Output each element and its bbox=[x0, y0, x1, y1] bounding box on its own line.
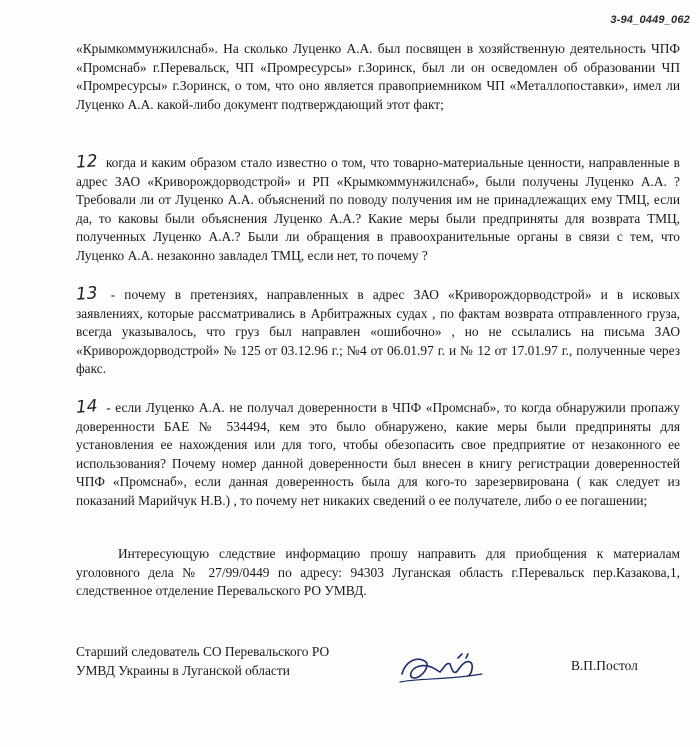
closing-request: Интересующую следствие информацию прошу направить для приобщения к материалам уголовного дела № 27/99/0449 по адресу: 94303 Луганская область г.Перевальск пер.Казакова,1, следственное отделение Перевальского РО УМВД. bbox=[76, 546, 680, 599]
handwritten-number-14: 14 bbox=[75, 396, 99, 418]
handwritten-signature bbox=[396, 648, 486, 688]
paragraph-intro: «Крымкоммунжилснаб». На сколько Луценко А.А. был посвящен в хозяйственную деятельность ЧПФ «Промснаб» г.Перевальск, ЧП «Промресурсы» г.Зоринск, был ли он осведомлен об образовании ЧП «Промресурсы» г.Зоринск, о том, что оно является правоприемником ЧП «Металлопоставки», имел ли Луценко А.А. какой-либо документ подтверждающий этот факт; bbox=[76, 41, 680, 112]
question-13-text: - почему в претензиях, направленных в адрес ЗАО «Криворождорводстрой» и в исковых заявлениях, которые рассматривались в Арбитражных судах , по фактам возврата отправленного груза, всегда указывалось, что груз был направлен «ошибочно» , но не ссылались на письма ЗАО «Криворождорводстрой» № 125 от 03.12.96 г.; №4 от 06.01.97 г. и № 12 от 17.01.97 г., полученные через факс. bbox=[76, 287, 680, 377]
question-14-text: - если Луценко А.А. не получал доверенности в ЧПФ «Промснаб», то когда обнаружили пропажу доверенности БАЕ № 534494, кем это было обнаружено, какие меры были предприняты для установления ее нахождения или для того, чтобы обезопасить свое предприятие от незаконного ее использования? Почему номер данной доверенности был внесен в книгу регистрации доверенностей ЧПФ «Промснаб», если данная доверенность была для кого-то зарезервирована ( как следует из показаний Марийчук Н.В.) , то почему нет никаких сведений о ее получателе, либо о ее погашении; bbox=[76, 400, 680, 508]
handwritten-number-13: 13 bbox=[75, 283, 99, 305]
question-14 bbox=[76, 398, 680, 511]
question-13 bbox=[76, 285, 680, 379]
question-12-text: когда и каким образом стало известно о том, что товарно-материальные ценности, направленные в адрес ЗАО «Криворождорводстрой» и РП «Крымкоммунжилснаб», были получены Луценко А.А. ? Требовали ли от Луценко А.А. объяснений по поводу получения им не принадлежащих ему ТМЦ, если да, то каковы были объяснения Луценко А.А.? Какие меры были предприняты для возврата ТМЦ, полученных Луценко А.А.? Были ли обращения в правоохранительные органы в связи с тем, что Луценко А.А. незаконно завладел ТМЦ, если нет, то почему ? bbox=[76, 155, 680, 263]
signatory-title-line1: Старший следователь СО Перевальского РО bbox=[76, 644, 330, 659]
document-code: 3-94_0449_062 bbox=[610, 14, 690, 26]
handwritten-number-12: 12 bbox=[75, 151, 99, 173]
signatory-title-line2: УМВД Украины в Луганской области bbox=[76, 663, 290, 678]
question-12 bbox=[76, 153, 680, 266]
signatory-name: В.П.Постол bbox=[571, 658, 638, 673]
signatory-title bbox=[76, 642, 329, 680]
